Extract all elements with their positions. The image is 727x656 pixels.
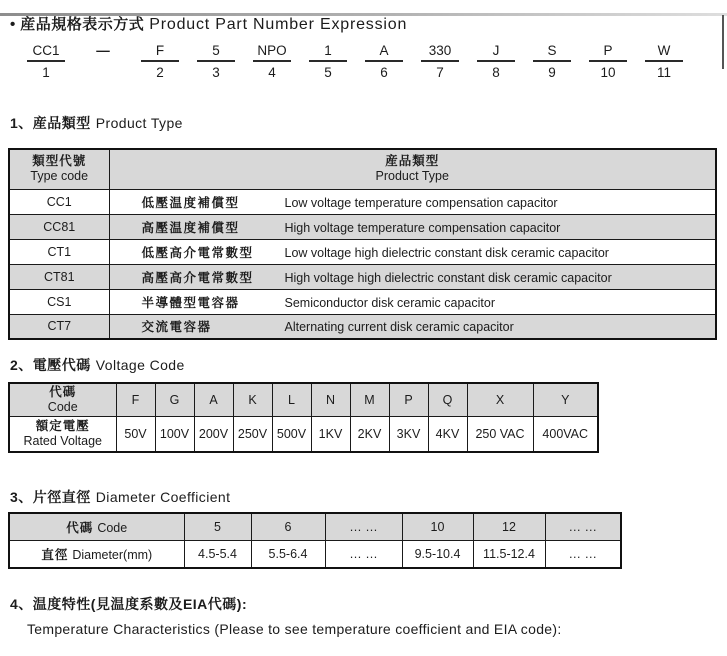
code-label-cell: 代碼 Code [9,383,116,416]
rated-voltage-cell: 250V [233,416,272,452]
part-number-segment-7 [421,43,459,80]
diameter-code-cell: … … [325,513,402,540]
type-code-cell: CS1 [9,289,109,314]
diameter-code-cell: 6 [251,513,325,540]
part-number-segment-8 [477,43,515,80]
segment-index: 7 [436,65,444,80]
type-code-cell: CC1 [9,189,109,214]
part-number-separator: — [96,43,110,58]
segment-index: 8 [492,65,500,80]
type-description-cell: 交流電容器 Alternating current disk ceramic capacitor [109,314,716,339]
rated-voltage-cell: 3KV [389,416,428,452]
voltage-code-cell: K [233,383,272,416]
segment-index: 11 [656,65,671,80]
diameter-value-cell: 9.5-10.4 [402,540,473,568]
segment-value: P [589,43,627,62]
table-row [9,314,716,339]
voltage-code-cell: Q [428,383,467,416]
page-title-en: Product Part Number Expression [149,16,408,33]
part-number-segment-5 [309,43,347,80]
voltage-code-cell: Y [533,383,598,416]
part-number-segment-9 [533,43,571,80]
bullet-icon: • [10,16,16,33]
voltage-code-cell: A [194,383,233,416]
segment-value: 330 [421,43,459,62]
section1-heading-en: Product Type [95,115,183,131]
rated-voltage-cell: 250 VAC [467,416,533,452]
type-code-cell: CC81 [9,214,109,239]
diameter-code-row [9,513,621,540]
section4-heading-zh: 4、温度特性(見温度系數及EIA代碼): [10,596,248,612]
segment-index: 2 [156,65,164,80]
diameter-value-row [9,540,621,568]
type-code-cell: CT81 [9,264,109,289]
voltage-code-table [8,382,599,453]
voltage-code-cell: P [389,383,428,416]
rated-voltage-cell: 2KV [350,416,389,452]
diameter-label-cell: 直徑 Diameter(mm) [9,540,184,568]
segment-value: 5 [197,43,235,62]
segment-value: F [141,43,179,62]
rated-voltage-cell: 200V [194,416,233,452]
diameter-table [8,512,622,569]
part-number-segment-1 [27,43,65,80]
diameter-code-cell: 10 [402,513,473,540]
section1-heading-zh: 1、産品類型 [10,115,91,131]
type-description-cell: 低壓高介電常數型 Low voltage high dielectric constant disk ceramic capacitor [109,239,716,264]
rated-voltage-row [9,416,598,452]
part-number-segment-6 [365,43,403,80]
product-type-header-cell: 産品類型 Product Type [109,149,716,189]
voltage-code-cell: M [350,383,389,416]
segment-index: 1 [42,65,50,80]
type-code-cell: CT7 [9,314,109,339]
section4-heading [10,594,727,614]
voltage-code-cell: N [311,383,350,416]
rated-voltage-cell: 500V [272,416,311,452]
segment-index: 3 [212,65,220,80]
diameter-code-cell: 5 [184,513,251,540]
segment-index: 5 [324,65,332,80]
part-number-expression [27,43,727,80]
section2-heading-en: Voltage Code [95,357,185,373]
part-number-segment-4 [253,43,291,80]
table-row [9,264,716,289]
type-description-cell: 低壓温度補償型 Low voltage temperature compensation capacitor [109,189,716,214]
table-row [9,189,716,214]
page-title-zh: 産品規格表示方式 [20,16,145,33]
voltage-code-cell: F [116,383,155,416]
diameter-value-cell: 11.5-12.4 [473,540,545,568]
rated-voltage-cell: 50V [116,416,155,452]
code-label-cell: 代碼 Code [9,513,184,540]
segment-value: CC1 [27,43,65,62]
rated-voltage-cell: 400VAC [533,416,598,452]
diameter-code-cell: 12 [473,513,545,540]
type-code-cell: CT1 [9,239,109,264]
scan-artifact-top-edge [0,13,727,16]
rated-voltage-cell: 100V [155,416,194,452]
rated-voltage-cell: 1KV [311,416,350,452]
rated-voltage-label-cell: 額定電壓 Rated Voltage [9,416,116,452]
product-type-table [8,148,717,340]
segment-index: 10 [600,65,616,80]
segment-value: NPO [253,43,291,62]
section3-heading [10,487,727,507]
section3-heading-zh: 3、片徑直徑 [10,489,91,505]
segment-value: J [477,43,515,62]
section4-english-line: Temperature Characteristics (Please to see temperature coefficient and EIA code): [27,621,562,637]
table-row [9,214,716,239]
section2-heading-zh: 2、電壓代碼 [10,357,91,373]
type-description-cell: 高壓温度補償型 High voltage temperature compensation capacitor [109,214,716,239]
page-title [10,13,727,34]
part-number-segment-10 [589,43,627,80]
segment-value: 1 [309,43,347,62]
type-code-header-cell: 類型代號 Type code [9,149,109,189]
table-row [9,289,716,314]
section3-heading-en: Diameter Coefficient [95,489,231,505]
segment-value: A [365,43,403,62]
diameter-value-cell: 4.5-5.4 [184,540,251,568]
part-number-segment-11 [645,43,683,80]
diameter-code-cell: … … [545,513,621,540]
diameter-value-cell: … … [325,540,402,568]
segment-index: 9 [548,65,556,80]
diameter-value-cell: … … [545,540,621,568]
section2-heading [10,355,727,375]
voltage-code-cell: G [155,383,194,416]
voltage-code-cell: X [467,383,533,416]
type-description-cell: 半導體型電容器 Semiconductor disk ceramic capacitor [109,289,716,314]
segment-index: 4 [268,65,276,80]
scan-artifact-right-edge [722,15,724,69]
voltage-code-cell: L [272,383,311,416]
table-row [9,239,716,264]
part-number-segment-2 [141,43,179,80]
section1-heading [10,113,727,133]
voltage-code-row [9,383,598,416]
segment-value: S [533,43,571,62]
part-number-segment-3 [197,43,235,80]
type-description-cell: 高壓高介電常數型 High voltage high dielectric constant disk ceramic capacitor [109,264,716,289]
diameter-value-cell: 5.5-6.4 [251,540,325,568]
segment-value: W [645,43,683,62]
segment-index: 6 [380,65,388,80]
rated-voltage-cell: 4KV [428,416,467,452]
product-type-header-row [9,149,716,189]
